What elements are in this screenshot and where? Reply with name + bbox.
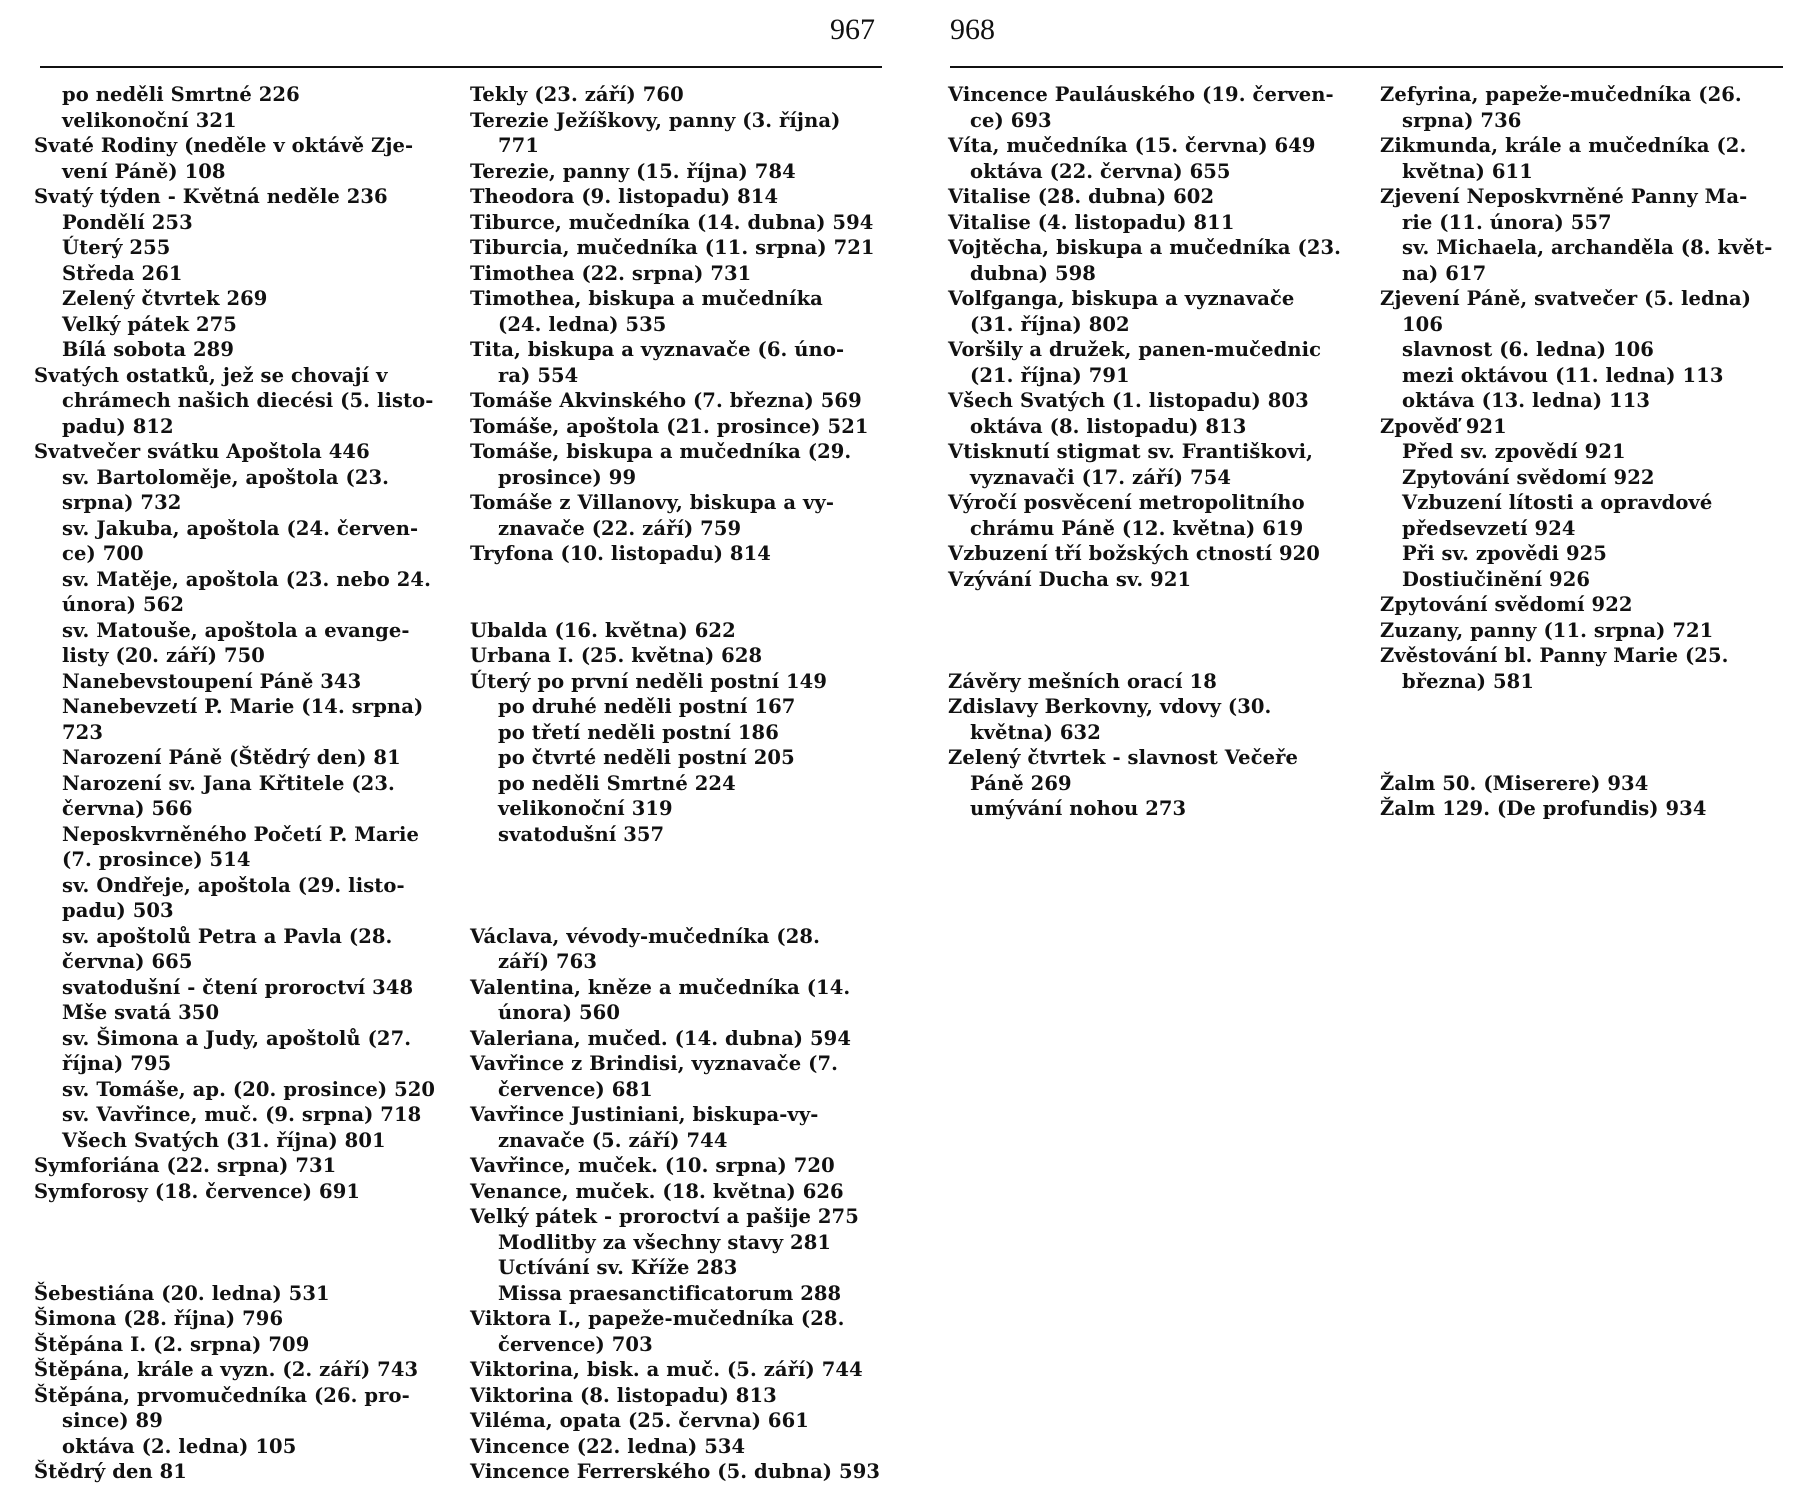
index-gap bbox=[948, 592, 1368, 618]
index-entry: 771 bbox=[498, 134, 540, 157]
index-entry: Nanebevzetí P. Marie (14. srpna) bbox=[62, 695, 424, 718]
index-entry: července) 703 bbox=[498, 1332, 653, 1356]
index-entry: září) 763 bbox=[498, 950, 598, 973]
index-entry: května) 611 bbox=[1402, 159, 1533, 183]
index-entry: po neděli Smrtné 226 bbox=[62, 83, 300, 106]
index-entry: Tomáše, apoštola (21. prosince) 521 bbox=[470, 414, 869, 438]
index-entry: Páně 269 bbox=[970, 771, 1072, 795]
index-entry: Zdislavy Berkovny, vdovy (30. bbox=[948, 695, 1272, 718]
index-entry: Viktorina (8. listopadu) 813 bbox=[470, 1383, 777, 1407]
index-entry: dubna) 598 bbox=[970, 261, 1096, 285]
index-entry: Vincence Ferrerského (5. dubna) 593 bbox=[470, 1460, 881, 1483]
index-entry: oktáva (2. ledna) 105 bbox=[62, 1434, 297, 1458]
index-gap bbox=[34, 1204, 454, 1230]
index-entry: května) 632 bbox=[970, 720, 1101, 744]
index-entry: po neděli Smrtné 224 bbox=[498, 771, 736, 795]
index-entry: velikonoční 319 bbox=[498, 797, 673, 820]
index-entry: ce) 693 bbox=[970, 108, 1052, 132]
index-gap bbox=[1380, 694, 1795, 720]
index-entry: Tomáše, biskupa a mučedníka (29. bbox=[470, 440, 852, 463]
index-entry: Velký pátek 275 bbox=[62, 312, 237, 336]
index-entry: Viktorina, bisk. a muč. (5. září) 744 bbox=[470, 1358, 863, 1381]
index-gap bbox=[1380, 720, 1795, 746]
index-entry: Narození Páně (Štědrý den) 81 bbox=[62, 746, 401, 769]
index-entry: Vzývání Ducha sv. 921 bbox=[948, 567, 1192, 591]
index-entry: Vzbuzení lítosti a opravdové bbox=[1402, 491, 1713, 514]
index-entry: prosince) 99 bbox=[498, 465, 637, 489]
index-entry: rie (11. února) 557 bbox=[1402, 210, 1612, 234]
index-entry: Závěry mešních orací 18 bbox=[948, 669, 1217, 693]
index-entry: padu) 503 bbox=[62, 899, 174, 922]
index-column-4 bbox=[1380, 82, 1795, 822]
index-entry: svatodušní 357 bbox=[498, 822, 665, 846]
index-entry: Timothea, biskupa a mučedníka bbox=[470, 287, 823, 310]
index-entry: Zuzany, panny (11. srpna) 721 bbox=[1380, 618, 1714, 642]
index-entry: Zikmunda, krále a mučedníka (2. bbox=[1380, 134, 1747, 157]
index-entry: Výročí posvěcení metropolitního bbox=[948, 491, 1305, 514]
index-column-3 bbox=[948, 82, 1368, 822]
index-entry: sv. Jakuba, apoštola (24. červen- bbox=[62, 516, 419, 540]
index-entry: Vitalise (28. dubna) 602 bbox=[948, 185, 1215, 208]
index-entry: října) 795 bbox=[62, 1052, 172, 1075]
index-entry: Vavřince z Brindisi, vyznavače (7. bbox=[470, 1052, 839, 1075]
index-entry: Svatvečer svátku Apoštola 446 bbox=[34, 440, 370, 463]
index-entry: předsevzetí 924 bbox=[1402, 516, 1576, 540]
index-entry: Modlitby za všechny stavy 281 bbox=[498, 1230, 832, 1254]
index-gap bbox=[470, 898, 890, 924]
index-entry: (7. prosince) 514 bbox=[62, 848, 251, 871]
index-entry: po třetí neděli postní 186 bbox=[498, 720, 779, 744]
index-entry: Tomáše Akvinského (7. března) 569 bbox=[470, 389, 862, 412]
index-entry: Při sv. zpovědi 925 bbox=[1402, 542, 1607, 565]
index-entry: června) 566 bbox=[62, 797, 193, 820]
index-entry: Svatý týden - Květná neděle 236 bbox=[34, 185, 388, 208]
index-entry: Velký pátek - proroctví a pašije 275 bbox=[470, 1205, 859, 1228]
index-gap bbox=[470, 847, 890, 873]
index-entry: na) 617 bbox=[1402, 261, 1487, 285]
index-entry: Šebestiána (20. ledna) 531 bbox=[34, 1281, 330, 1305]
index-entry: sv. Šimona a Judy, apoštolů (27. bbox=[62, 1026, 412, 1050]
index-entry: Narození sv. Jana Křtitele (23. bbox=[62, 771, 395, 795]
index-gap bbox=[1380, 745, 1795, 771]
index-entry: Zvěstování bl. Panny Marie (25. bbox=[1380, 644, 1729, 667]
left-page-rule bbox=[40, 66, 882, 68]
index-entry: Vincence Pauláuského (19. červen- bbox=[948, 83, 1334, 106]
index-entry: srpna) 732 bbox=[62, 491, 182, 514]
index-entry: vyznavači (17. září) 754 bbox=[970, 465, 1232, 489]
index-entry: Pondělí 253 bbox=[62, 210, 193, 234]
index-column-1 bbox=[34, 82, 454, 1485]
index-entry: Žalm 129. (De profundis) 934 bbox=[1380, 797, 1707, 820]
right-page-rule bbox=[950, 66, 1783, 68]
index-entry: Šimona (28. října) 796 bbox=[34, 1307, 284, 1330]
index-entry: Víta, mučedníka (15. června) 649 bbox=[948, 134, 1316, 157]
index-entry: Zjevení Páně, svatvečer (5. ledna) bbox=[1380, 287, 1752, 310]
index-entry: oktáva (8. listopadu) 813 bbox=[970, 414, 1247, 438]
index-entry: Urbana I. (25. května) 628 bbox=[470, 644, 763, 667]
index-entry: Tita, biskupa a vyznavače (6. úno- bbox=[470, 338, 845, 361]
index-entry: Terezie Ježíškovy, panny (3. října) bbox=[470, 108, 841, 132]
index-entry: oktáva (13. ledna) 113 bbox=[1402, 389, 1651, 412]
index-entry: sv. Matěje, apoštola (23. nebo 24. bbox=[62, 567, 431, 591]
index-entry: Štěpána, prvomučedníka (26. pro- bbox=[34, 1383, 410, 1407]
index-entry: Missa praesanctificatorum 288 bbox=[498, 1281, 842, 1305]
index-entry: Bílá sobota 289 bbox=[62, 338, 234, 361]
index-entry: Neposkvrněného Početí P. Marie bbox=[62, 822, 420, 846]
index-gap bbox=[948, 643, 1368, 669]
index-entry: Dostiučinění 926 bbox=[1402, 567, 1591, 591]
index-entry: Viktora I., papeže-mučedníka (28. bbox=[470, 1307, 845, 1330]
index-entry: Timothea (22. srpna) 731 bbox=[470, 261, 752, 285]
index-entry: Volfganga, biskupa a vyznavače bbox=[948, 287, 1295, 310]
index-entry: Valeriana, mučed. (14. dubna) 594 bbox=[470, 1026, 852, 1050]
index-entry: března) 581 bbox=[1402, 669, 1535, 693]
index-entry: Svatých ostatků, jež se chovají v bbox=[34, 363, 388, 387]
index-entry: sv. Tomáše, ap. (20. prosince) 520 bbox=[62, 1077, 436, 1101]
index-entry: Vavřince Justiniani, biskupa-vy- bbox=[470, 1103, 819, 1126]
index-entry: Štěpána I. (2. srpna) 709 bbox=[34, 1332, 310, 1356]
index-gap bbox=[34, 1230, 454, 1256]
index-gap bbox=[948, 618, 1368, 644]
index-entry: chrámech našich diecési (5. listo- bbox=[62, 389, 434, 412]
index-entry: Vojtěcha, biskupa a mučedníka (23. bbox=[948, 236, 1342, 259]
index-entry: Theodora (9. listopadu) 814 bbox=[470, 185, 779, 208]
index-entry: Tekly (23. září) 760 bbox=[470, 83, 684, 106]
index-entry: vení Páně) 108 bbox=[62, 159, 226, 183]
index-entry: Vzbuzení tří božských ctností 920 bbox=[948, 542, 1320, 565]
index-entry: padu) 812 bbox=[62, 414, 174, 438]
index-entry: Symforiána (22. srpna) 731 bbox=[34, 1154, 337, 1177]
index-entry: Ubalda (16. května) 622 bbox=[470, 618, 736, 642]
index-entry: listy (20. září) 750 bbox=[62, 644, 265, 667]
index-entry: 723 bbox=[62, 720, 104, 744]
index-entry: Vtisknutí stigmat sv. Františkovi, bbox=[948, 440, 1314, 463]
index-entry: Zpytování svědomí 922 bbox=[1402, 465, 1655, 489]
index-entry: února) 560 bbox=[498, 1001, 620, 1024]
index-entry: umývání nohou 273 bbox=[970, 797, 1187, 820]
index-entry: Všech Svatých (1. listopadu) 803 bbox=[948, 389, 1309, 412]
index-entry: Tomáše z Villanovy, biskupa a vy- bbox=[470, 491, 835, 514]
left-page-number: 967 bbox=[830, 13, 875, 46]
index-entry: Uctívání sv. Kříže 283 bbox=[498, 1256, 738, 1279]
index-entry: Zefyrina, papeže-mučedníka (26. bbox=[1380, 83, 1742, 106]
index-entry: Mše svatá 350 bbox=[62, 1001, 220, 1024]
index-entry: sv. Bartoloměje, apoštola (23. bbox=[62, 465, 390, 489]
index-entry: znavače (5. září) 744 bbox=[498, 1128, 728, 1152]
index-entry: sv. Michaela, archanděla (8. květ- bbox=[1402, 236, 1773, 259]
index-entry: Viléma, opata (25. června) 661 bbox=[470, 1409, 809, 1432]
index-entry: po čtvrté neděli postní 205 bbox=[498, 746, 795, 769]
index-entry: sv. Matouše, apoštola a evange- bbox=[62, 618, 410, 642]
index-entry: Zelený čtvrtek - slavnost Večeře bbox=[948, 746, 1299, 769]
index-entry: Žalm 50. (Miserere) 934 bbox=[1380, 771, 1649, 795]
index-entry: Tiburcia, mučedníka (11. srpna) 721 bbox=[470, 236, 875, 259]
index-entry: Svaté Rodiny (neděle v oktávě Zje- bbox=[34, 134, 414, 157]
index-entry: Nanebevstoupení Páně 343 bbox=[62, 669, 362, 693]
index-entry: Zjevení Neposkvrněné Panny Ma- bbox=[1380, 185, 1748, 208]
index-gap bbox=[470, 873, 890, 899]
index-entry: (24. ledna) 535 bbox=[498, 312, 667, 336]
index-entry: Před sv. zpovědí 921 bbox=[1402, 440, 1626, 463]
index-entry: svatodušní - čtení proroctví 348 bbox=[62, 975, 414, 999]
index-entry: sv. apoštolů Petra a Pavla (28. bbox=[62, 924, 393, 948]
index-entry: Václava, vévody-mučedníka (28. bbox=[470, 924, 820, 948]
index-entry: Valentina, kněze a mučedníka (14. bbox=[470, 975, 851, 999]
index-entry: sv. Ondřeje, apoštola (29. listo- bbox=[62, 873, 405, 897]
index-entry: Vitalise (4. listopadu) 811 bbox=[948, 210, 1235, 234]
index-entry: Vavřince, muček. (10. srpna) 720 bbox=[470, 1154, 835, 1177]
index-gap bbox=[470, 567, 890, 593]
right-page-number: 968 bbox=[950, 13, 995, 46]
index-entry: Štěpána, krále a vyzn. (2. září) 743 bbox=[34, 1358, 419, 1381]
index-entry: Zpověď 921 bbox=[1380, 414, 1507, 438]
index-entry: Terezie, panny (15. října) 784 bbox=[470, 159, 796, 183]
index-entry: července) 681 bbox=[498, 1077, 653, 1101]
index-entry: 106 bbox=[1402, 312, 1444, 336]
index-entry: sv. Vavřince, muč. (9. srpna) 718 bbox=[62, 1103, 422, 1126]
index-entry: velikonoční 321 bbox=[62, 108, 237, 132]
index-entry: po druhé neděli postní 167 bbox=[498, 695, 796, 718]
index-gap bbox=[470, 592, 890, 618]
index-entry: ra) 554 bbox=[498, 363, 579, 387]
index-entry: srpna) 736 bbox=[1402, 108, 1522, 132]
index-entry: Zelený čtvrtek 269 bbox=[62, 287, 268, 310]
index-entry: Tryfona (10. listopadu) 814 bbox=[470, 542, 771, 565]
index-entry: since) 89 bbox=[62, 1409, 163, 1432]
index-entry: Zpytování svědomí 922 bbox=[1380, 593, 1633, 616]
index-entry: (21. října) 791 bbox=[970, 363, 1130, 387]
index-entry: Úterý po první neděli postní 149 bbox=[470, 669, 827, 693]
index-entry: února) 562 bbox=[62, 593, 184, 616]
index-entry: Štědrý den 81 bbox=[34, 1460, 187, 1483]
index-entry: slavnost (6. ledna) 106 bbox=[1402, 338, 1654, 361]
index-entry: (31. října) 802 bbox=[970, 312, 1130, 336]
index-entry: chrámu Páně (12. května) 619 bbox=[970, 516, 1304, 540]
index-entry: mezi oktávou (11. ledna) 113 bbox=[1402, 363, 1724, 387]
index-column-2 bbox=[470, 82, 890, 1485]
index-entry: ce) 700 bbox=[62, 542, 144, 565]
index-entry: znavače (22. září) 759 bbox=[498, 516, 742, 540]
index-entry: oktáva (22. června) 655 bbox=[970, 159, 1231, 183]
index-entry: Vincence (22. ledna) 534 bbox=[470, 1434, 746, 1458]
index-entry: Voršily a družek, panen-mučednic bbox=[948, 338, 1322, 361]
index-gap bbox=[34, 1255, 454, 1281]
index-entry: Symforosy (18. července) 691 bbox=[34, 1179, 361, 1203]
index-entry: Úterý 255 bbox=[62, 236, 171, 259]
index-entry: Středa 261 bbox=[62, 261, 183, 285]
index-entry: června) 665 bbox=[62, 950, 193, 973]
index-entry: Venance, muček. (18. května) 626 bbox=[470, 1179, 844, 1203]
index-entry: Všech Svatých (31. října) 801 bbox=[62, 1128, 386, 1152]
index-entry: Tiburce, mučedníka (14. dubna) 594 bbox=[470, 210, 874, 234]
